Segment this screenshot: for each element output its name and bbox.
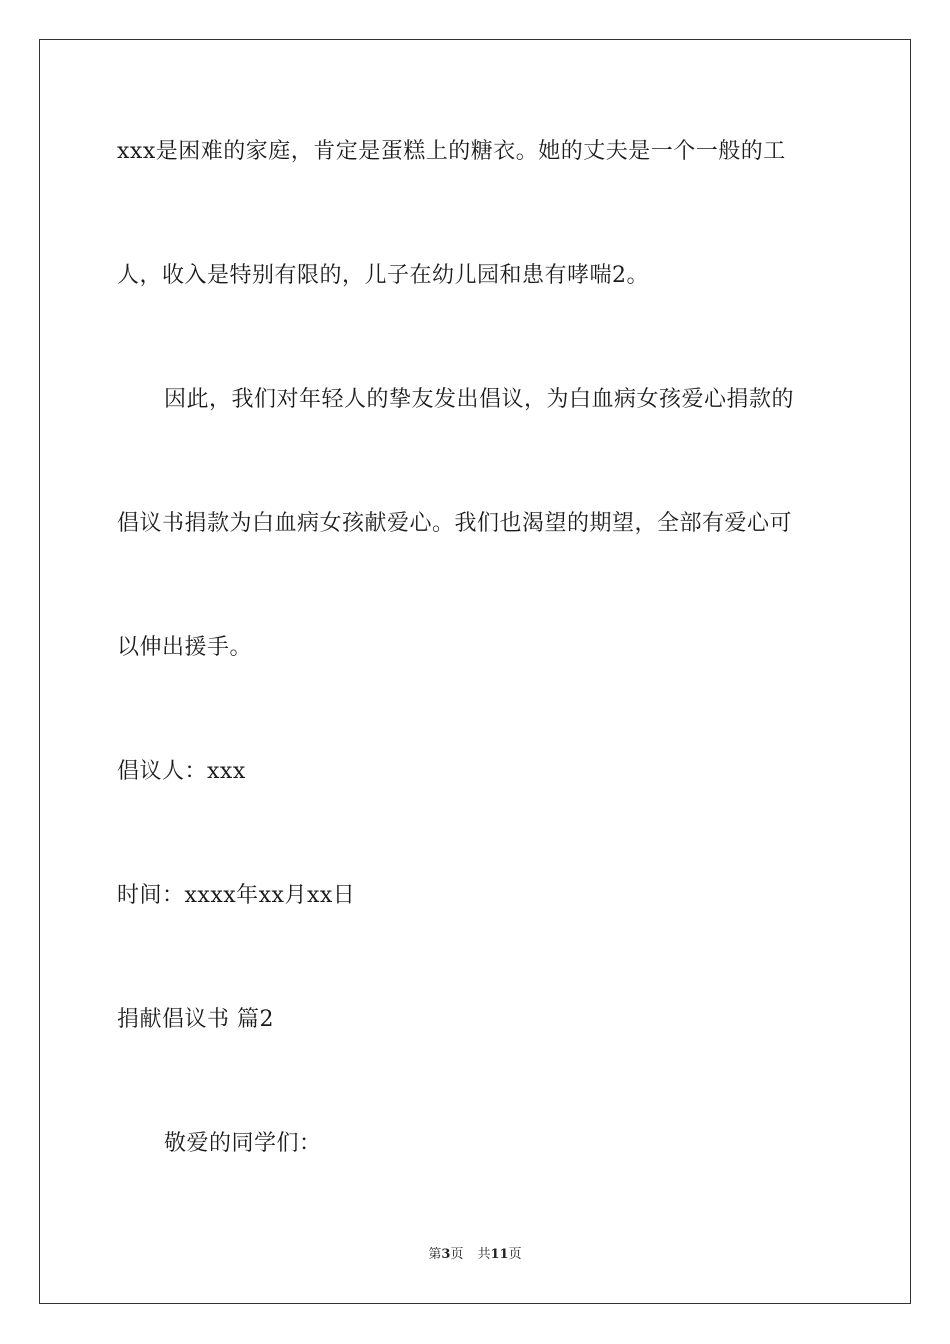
total-prefix: 共 bbox=[477, 1247, 491, 1262]
paragraph-line: 因此，我们对年轻人的挚友发出倡议，为白血病女孩爱心捐款的 bbox=[164, 387, 795, 412]
page-border bbox=[39, 39, 911, 1304]
page-suffix: 页 bbox=[450, 1247, 464, 1262]
section-heading: 捐献倡议书 篇2 bbox=[117, 1007, 274, 1032]
paragraph-line: xxx是困难的家庭，肯定是蛋糕上的糖衣。她的丈夫是一个一般的工 bbox=[117, 139, 786, 164]
total-pages-number: 11 bbox=[490, 1247, 509, 1262]
salutation-line: 敬爱的同学们： bbox=[164, 1131, 322, 1156]
paragraph-line: 倡议书捐款为白血病女孩献爱心。我们也渴望的期望，全部有爱心可 bbox=[117, 511, 793, 536]
paragraph-line: 人，收入是特别有限的，儿子在幼儿园和患有哮喘2。 bbox=[117, 263, 649, 288]
total-suffix: 页 bbox=[508, 1247, 522, 1262]
paragraph-line: 以伸出援手。 bbox=[117, 635, 253, 660]
page-footer bbox=[0, 1246, 950, 1264]
page-prefix: 第 bbox=[428, 1247, 442, 1262]
current-page-number: 3 bbox=[441, 1247, 451, 1262]
date-line: 时间：xxxx年xx月xx日 bbox=[117, 883, 356, 908]
signatory-line: 倡议人：xxx bbox=[117, 759, 246, 784]
